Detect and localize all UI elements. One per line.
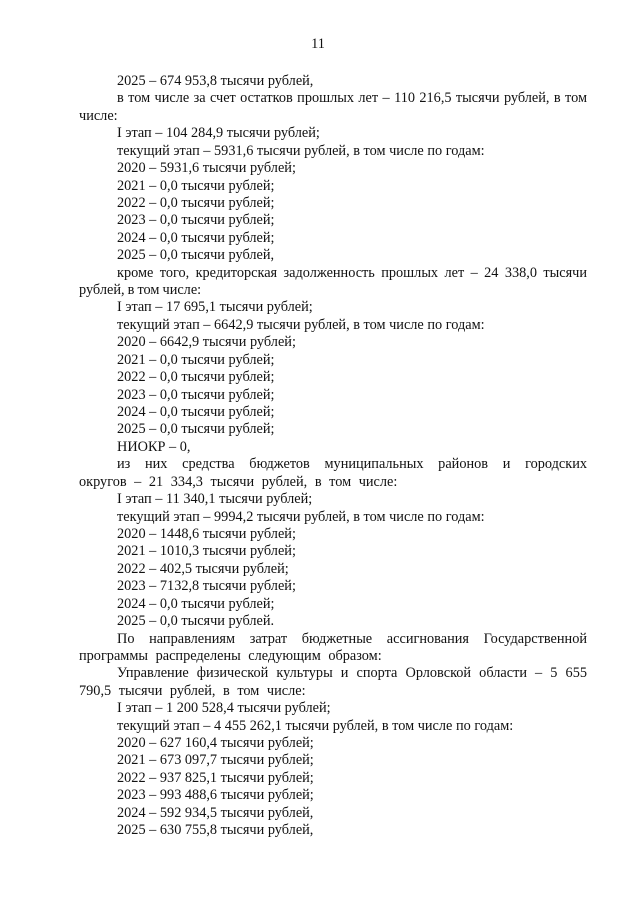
- text-line: 2023 – 0,0 тысячи рублей;: [117, 386, 275, 403]
- page-number: 11: [311, 36, 325, 52]
- paragraph: По направлениям затрат бюджетные ассигнования Государственной программы распределены следующим образом:: [79, 630, 587, 664]
- text-line: текущий этап – 6642,9 тысячи рублей, в том числе по годам:: [117, 316, 485, 333]
- text-line: 2024 – 0,0 тысячи рублей;: [117, 229, 275, 246]
- text-line: 2020 – 1448,6 тысячи рублей;: [117, 525, 296, 542]
- text-line: 2022 – 0,0 тысячи рублей;: [117, 194, 275, 211]
- text-line: 2024 – 0,0 тысячи рублей;: [117, 595, 275, 612]
- text-line: 2024 – 0,0 тысячи рублей;: [117, 404, 275, 421]
- paragraph: кроме того, кредиторская задолженность прошлых лет – 24 338,0 тысячи рублей, в том числе:: [79, 264, 587, 299]
- text-line: текущий этап – 4 455 262,1 тысячи рублей, в том числе по годам:: [117, 717, 514, 734]
- text-line: НИОКР – 0,: [117, 438, 191, 455]
- text-line: 2021 – 0,0 тысячи рублей;: [117, 351, 275, 368]
- text-line: 2023 – 0,0 тысячи рублей;: [117, 212, 275, 229]
- text-line: I этап – 1 200 528,4 тысячи рублей;: [117, 700, 331, 717]
- text-line: 2021 – 0,0 тысячи рублей;: [117, 177, 275, 194]
- text-line: 2025 – 630 755,8 тысячи рублей,: [117, 822, 314, 839]
- text-line: 2021 – 673 097,7 тысячи рублей;: [117, 752, 314, 769]
- text-line: 2022 – 0,0 тысячи рублей;: [117, 369, 275, 386]
- paragraph: из них средства бюджетов муниципальных районов и городских округов – 21 334,3 тысячи рублей, в том числе:: [79, 456, 587, 490]
- text-line: 2020 – 6642,9 тысячи рублей;: [117, 334, 296, 351]
- text-line: I этап – 104 284,9 тысячи рублей;: [117, 125, 320, 142]
- document-body: [79, 73, 587, 840]
- text-line: 2025 – 674 953,8 тысячи рублей,: [117, 73, 314, 89]
- text-line: 2022 – 402,5 тысячи рублей;: [117, 560, 289, 577]
- text-line: 2020 – 5931,6 тысячи рублей;: [117, 160, 296, 177]
- text-line: I этап – 11 340,1 тысячи рублей;: [117, 491, 313, 508]
- text-line: 2021 – 1010,3 тысячи рублей;: [117, 543, 296, 560]
- text-line: 2024 – 592 934,5 тысячи рублей,: [117, 804, 314, 821]
- paragraph: в том числе за счет остатков прошлых лет – 110 216,5 тысячи рублей, в том числе:: [79, 90, 587, 124]
- paragraph: Управление физической культуры и спорта Орловской области – 5 655 790,5 тысячи рублей, в том числе:: [79, 665, 587, 699]
- text-line: I этап – 17 695,1 тысячи рублей;: [117, 299, 313, 316]
- text-line: 2025 – 0,0 тысячи рублей;: [117, 421, 275, 438]
- text-line: 2025 – 0,0 тысячи рублей.: [117, 613, 275, 630]
- text-line: 2022 – 937 825,1 тысячи рублей;: [117, 769, 314, 786]
- text-line: 2020 – 627 160,4 тысячи рублей;: [117, 735, 314, 752]
- text-line: 2023 – 7132,8 тысячи рублей;: [117, 578, 296, 595]
- text-line: текущий этап – 9994,2 тысячи рублей, в том числе по годам:: [117, 508, 485, 525]
- text-line: текущий этап – 5931,6 тысячи рублей, в том числе по годам:: [117, 142, 485, 159]
- text-line: 2023 – 993 488,6 тысячи рублей;: [117, 787, 314, 804]
- text-line: 2025 – 0,0 тысячи рублей,: [117, 247, 275, 264]
